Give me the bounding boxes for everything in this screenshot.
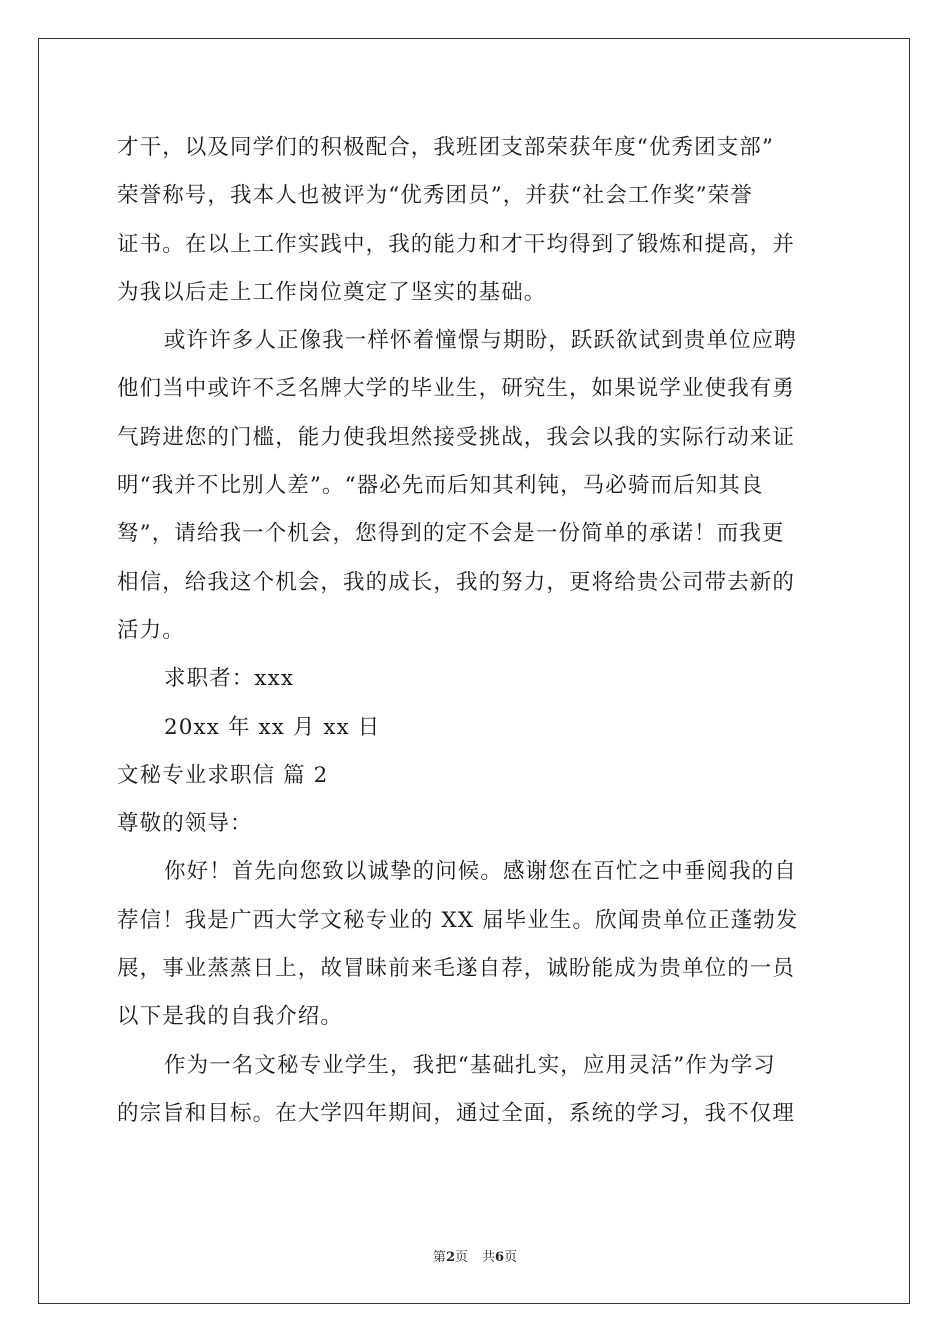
text-line: 荣誉称号，我本人也被评为“优秀团员”，并获“社会工作奖”荣誉 xyxy=(117,183,753,209)
paragraph-first-line: 或许许多人正像我一样怀着憧憬与期盼，跃跃欲试到贵单位应聘 xyxy=(164,328,797,354)
footer-page-prefix: 第 xyxy=(432,1250,446,1265)
text-line: 他们当中或许不乏名牌大学的毕业生，研究生，如果说学业使我有勇 xyxy=(117,376,796,402)
text-line: 气跨进您的门槛，能力使我坦然接受挑战，我会以我的实际行动来证 xyxy=(117,424,796,450)
text-line: 荐信！我是广西大学文秘专业的 XX 届毕业生。欣闻贵单位正蓬勃发 xyxy=(117,907,799,933)
text-line: 驽”，请给我一个机会，您得到的定不会是一份简单的承诺！而我更 xyxy=(117,521,785,547)
text-line: 的宗旨和目标。在大学四年期间，通过全面，系统的学习，我不仅理 xyxy=(117,1100,796,1126)
text-line: 活力。 xyxy=(117,617,185,643)
footer-total-prefix: 共 xyxy=(482,1250,496,1265)
paragraph-first-line: 你好！首先向您致以诚挚的问候。感谢您在百忙之中垂阅我的自 xyxy=(164,859,797,885)
letter-date: 20xx 年 xx 月 xx 日 xyxy=(164,714,381,740)
text-line: 展，事业蒸蒸日上，故冒昧前来毛遂自荐，诚盼能成为贵单位的一员 xyxy=(117,956,796,982)
letter-body xyxy=(117,124,837,1138)
total-page-count: 6 xyxy=(495,1250,505,1265)
section-heading: 文秘专业求职信 篇 2 xyxy=(117,762,329,788)
text-line: 相信，给我这个机会，我的成长，我的努力，更将给贵公司带去新的 xyxy=(117,569,796,595)
salutation: 尊敬的领导： xyxy=(117,811,253,837)
page-number-footer xyxy=(0,1246,950,1265)
footer-total-suffix: 页 xyxy=(504,1250,518,1265)
text-line: 为我以后走上工作岗位奠定了坚实的基础。 xyxy=(117,279,547,305)
footer-page-suffix: 页 xyxy=(454,1250,468,1265)
text-line: 明“我并不比别人差”。“器必先而后知其利钝，马必骑而后知其良 xyxy=(117,473,764,499)
text-line: 以下是我的自我介绍。 xyxy=(117,1004,344,1030)
text-line: 才干，以及同学们的积极配合，我班团支部荣获年度“优秀团支部” xyxy=(117,135,774,160)
text-line: 证书。在以上工作实践中，我的能力和才干均得到了锻炼和提高，并 xyxy=(117,231,796,257)
current-page-number: 2 xyxy=(445,1250,455,1265)
paragraph-first-line: 作为一名文秘专业学生，我把“基础扎实，应用灵活”作为学习 xyxy=(164,1052,776,1078)
applicant-signature: 求职者：xxx xyxy=(164,666,295,692)
